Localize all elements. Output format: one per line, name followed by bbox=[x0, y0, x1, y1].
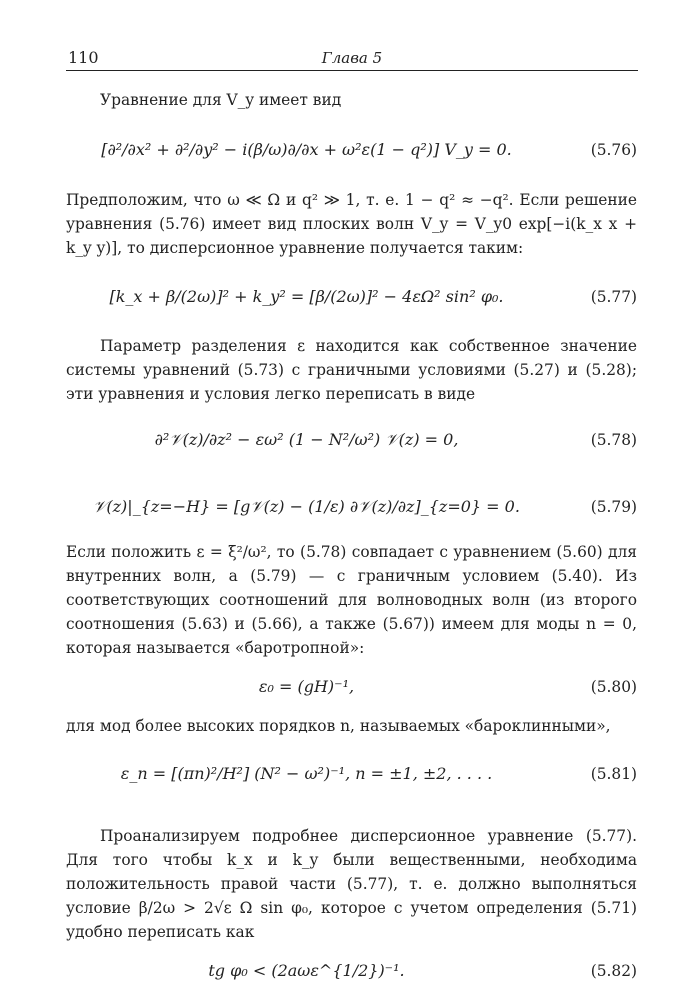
equation-5-79 bbox=[66, 474, 637, 540]
equation-number: (5.81) bbox=[590, 765, 637, 783]
equation-number: (5.78) bbox=[590, 431, 637, 449]
equation-formula: [∂²/∂x² + ∂²/∂y² − i(β/ω)∂/∂x + ω²ε(1 − q²)] V_y = 0. bbox=[101, 140, 512, 159]
equation-5-76 bbox=[66, 112, 637, 188]
equation-number: (5.82) bbox=[590, 962, 637, 980]
paragraph-4: Если положить ε = ξ²/ω², то (5.78) совпадает с уравнением (5.60) для внутренних волн, а (5.79) — с граничным условием (5.40). Из соответствующих соотношений для волноводных волн (из второго соотношения (5.63) и (5.66), а также (5.67)) имеем для моды n = 0, которая называется «баротропной»: bbox=[66, 543, 637, 657]
equation-number: (5.80) bbox=[590, 678, 637, 696]
paragraph-2: Предположим, что ω ≪ Ω и q² ≫ 1, т. е. 1 − q² ≈ −q². Если решение уравнения (5.76) имеет вид плоских волн V_y = V_y0 exp[−i(k_x x + k_y y)], то дисперсионное уравнение получается таким: bbox=[66, 191, 637, 257]
paragraph-5: для мод более высоких порядков n, называемых «бароклинными», bbox=[66, 717, 611, 735]
equation-5-77 bbox=[66, 260, 637, 334]
paragraph-1: Уравнение для V_y имеет вид bbox=[100, 91, 342, 109]
equation-formula: tg φ₀ < (2aωε^{1/2})⁻¹. bbox=[208, 961, 405, 980]
equation-formula: [k_x + β/(2ω)]² + k_y² = [β/(2ω)]² − 4εΩ² sin² φ₀. bbox=[109, 287, 504, 306]
equation-formula: 𝒱(z)|_{z=−H} = [g𝒱(z) − (1/ε) ∂𝒱(z)/∂z]_{z=0} = 0. bbox=[93, 497, 520, 516]
page-body bbox=[66, 88, 637, 998]
paragraph-6: Проанализируем подробнее дисперсионное уравнение (5.77). Для того чтобы k_x и k_y были вещественными, необходима положительность правой части (5.77), т. е. должно выполняться условие β/2ω > 2√ε Ω sin φ₀, которое с учетом определения (5.71) удобно переписать как bbox=[66, 827, 637, 941]
equation-number: (5.79) bbox=[590, 498, 637, 516]
running-header bbox=[66, 44, 638, 71]
equation-number: (5.76) bbox=[590, 141, 637, 159]
equation-5-78 bbox=[66, 406, 637, 474]
equation-5-80 bbox=[66, 660, 637, 714]
equation-formula: ε_n = [(πn)²/H²] (N² − ω²)⁻¹, n = ±1, ±2, . . . . bbox=[120, 764, 493, 783]
equation-formula: ∂²𝒱(z)/∂z² − εω² (1 − N²/ω²) 𝒱(z) = 0, bbox=[154, 430, 459, 449]
chapter-title: Глава 5 bbox=[321, 49, 383, 67]
equation-formula: ε₀ = (gH)⁻¹, bbox=[258, 677, 355, 696]
equation-5-82 bbox=[66, 944, 637, 998]
equation-5-81 bbox=[66, 738, 637, 810]
equation-number: (5.77) bbox=[590, 288, 637, 306]
page-number: 110 bbox=[68, 48, 99, 67]
paragraph-3: Параметр разделения ε находится как собственное значение системы уравнений (5.73) с граничными условиями (5.27) и (5.28); эти уравнения и условия легко переписать в виде bbox=[66, 337, 637, 403]
